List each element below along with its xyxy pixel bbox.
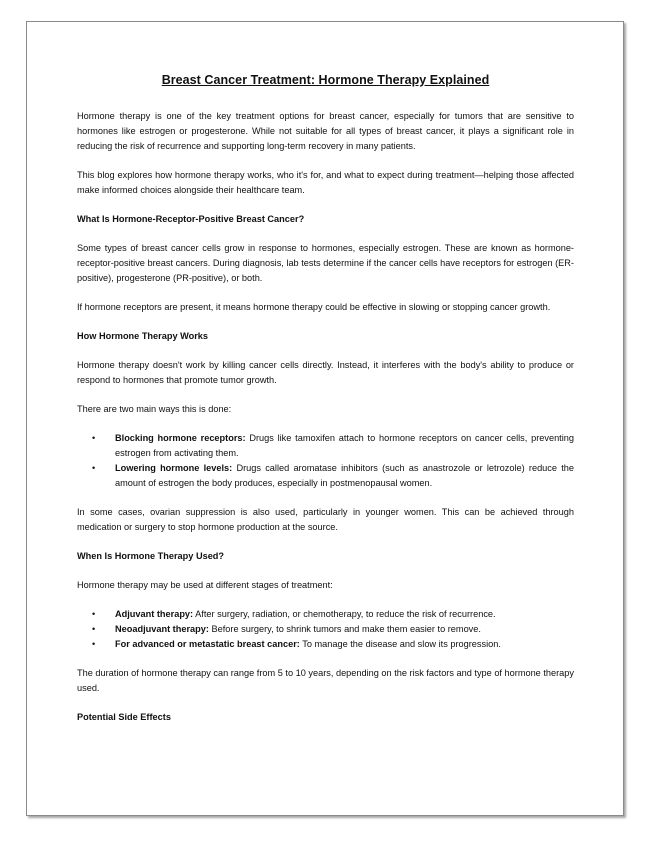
- section-heading-when-used: When Is Hormone Therapy Used?: [77, 551, 225, 561]
- list-item: [77, 637, 574, 652]
- paragraph: Hormone therapy may be used at different stages of treatment:: [77, 580, 333, 590]
- paragraph: Hormone therapy doesn't work by killing cancer cells directly. Instead, it interferes with the body's ability to produce or respond to hormones that promote tumor growth.: [77, 360, 574, 385]
- list-item-term: Blocking hormone receptors:: [115, 433, 246, 443]
- document-body: [77, 73, 574, 739]
- bullet-icon: •: [92, 433, 96, 443]
- page-title: Breast Cancer Treatment: Hormone Therapy Explained: [161, 73, 490, 87]
- list-item-term: Neoadjuvant therapy:: [115, 624, 209, 634]
- list-item: [77, 461, 574, 491]
- paragraph: Some types of breast cancer cells grow in response to hormones, especially estrogen. These are known as hormone-receptor-positive breast cancers. During diagnosis, lab tests determine if the cancer cells have receptors for estrogen (ER-positive), progesterone (PR-positive), or both.: [77, 243, 574, 283]
- section-heading-side-effects: Potential Side Effects: [77, 712, 171, 722]
- list-item-text: Before surgery, to shrink tumors and make them easier to remove.: [208, 624, 481, 634]
- list-item-term: For advanced or metastatic breast cancer:: [115, 639, 300, 649]
- list-item: [77, 622, 574, 637]
- section-heading-how-it-works: How Hormone Therapy Works: [77, 331, 209, 341]
- list-item-text: To manage the disease and slow its progression.: [299, 639, 501, 649]
- paragraph: In some cases, ovarian suppression is also used, particularly in younger women. This can be achieved through medication or surgery to stop hormone production at the source.: [77, 507, 574, 532]
- intro-paragraph-2: This blog explores how hormone therapy works, who it's for, and what to expect during treatment—helping those affected make informed choices alongside their healthcare team.: [77, 170, 574, 195]
- list-item: [77, 431, 574, 461]
- list-item-term: Lowering hormone levels:: [115, 463, 233, 473]
- list-item-text: Drugs like tamoxifen attach to hormone receptors on cancer cells, preventing estrogen from activating them.: [115, 433, 574, 458]
- list-item-term: Adjuvant therapy:: [115, 609, 194, 619]
- usage-list: [77, 607, 574, 652]
- list-item: [77, 607, 574, 622]
- bullet-icon: •: [92, 609, 96, 619]
- intro-paragraph-1: Hormone therapy is one of the key treatment options for breast cancer, especially for tumors that are sensitive to hormones like estrogen or progesterone. While not suitable for all types of breast cancer, it plays a significant role in reducing the risk of recurrence and supporting long-term recovery in many patients.: [77, 111, 574, 151]
- list-item-text: Drugs called aromatase inhibitors (such as anastrozole or letrozole) reduce the amount of estrogen the body produces, especially in postmenopausal women.: [115, 463, 574, 488]
- section-heading-receptor-positive: What Is Hormone-Receptor-Positive Breast Cancer?: [77, 214, 305, 224]
- paragraph: If hormone receptors are present, it means hormone therapy could be effective in slowing or stopping cancer growth.: [77, 302, 551, 312]
- paragraph: The duration of hormone therapy can range from 5 to 10 years, depending on the risk factors and type of hormone therapy used.: [77, 668, 574, 693]
- bullet-icon: •: [92, 463, 96, 473]
- list-item-text: After surgery, radiation, or chemotherapy, to reduce the risk of recurrence.: [193, 609, 496, 619]
- mechanism-list: [77, 431, 574, 491]
- bullet-icon: •: [92, 624, 96, 634]
- paragraph: There are two main ways this is done:: [77, 404, 232, 414]
- bullet-icon: •: [92, 639, 96, 649]
